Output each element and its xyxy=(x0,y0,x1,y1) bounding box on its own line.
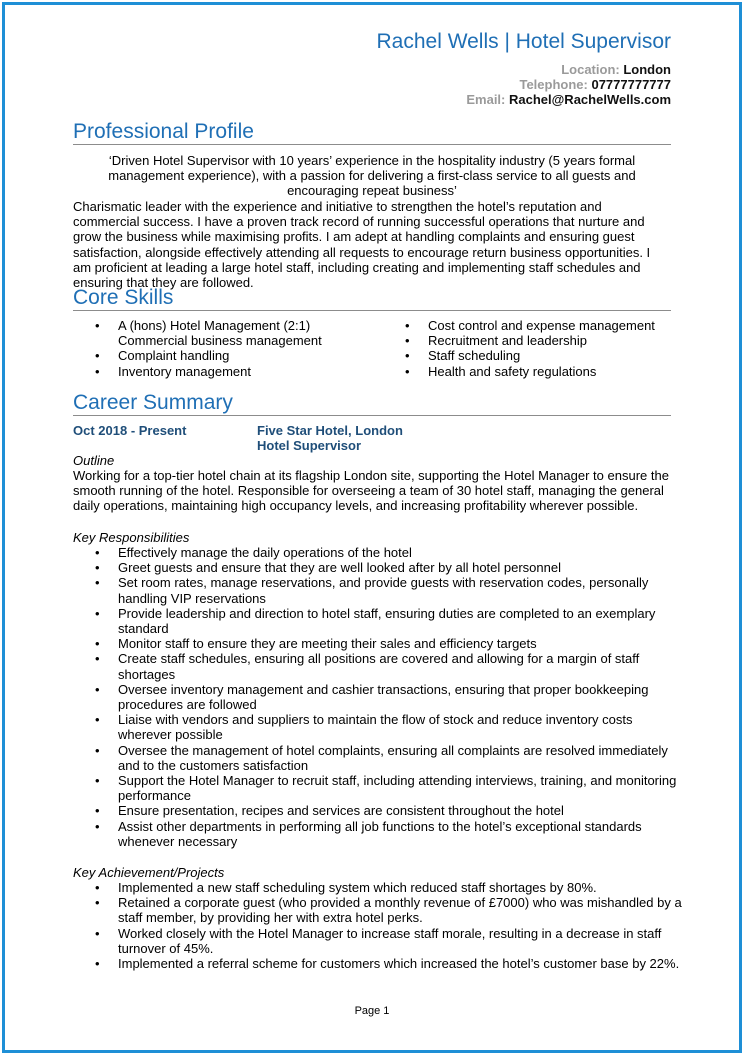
bullet-icon: • xyxy=(95,712,100,728)
list-item xyxy=(73,895,687,925)
bullet-icon: • xyxy=(95,545,100,560)
list-item-text: Assist other departments in performing all job functions to the hotel’s exceptional standards whenever necessary xyxy=(118,818,642,849)
bullet-icon: • xyxy=(95,925,100,941)
list-item xyxy=(73,348,383,363)
section-title-skills: Core Skills xyxy=(73,286,671,311)
list-item-text: Liaise with vendors and suppliers to maintain the flow of stock and reduce inventory costs wherever possible xyxy=(118,712,633,743)
bullet-icon: • xyxy=(95,651,100,667)
bullet-icon: • xyxy=(95,681,100,697)
list-item xyxy=(73,880,687,895)
list-item-text: Commercial business management xyxy=(118,333,322,349)
list-item xyxy=(73,773,687,803)
list-item xyxy=(383,364,687,379)
list-item xyxy=(73,636,687,651)
list-item xyxy=(383,333,687,348)
list-item-text: Oversee inventory management and cashier transactions, ensuring that proper bookkeeping procedures are followed xyxy=(118,681,649,713)
list-item xyxy=(73,819,687,849)
location-value: London xyxy=(623,62,671,77)
bullet-icon: • xyxy=(95,956,100,972)
list-item xyxy=(73,560,687,575)
contact-location xyxy=(466,62,671,77)
list-item-text: Cost control and expense management xyxy=(428,318,655,333)
list-item-text: Worked closely with the Hotel Manager to increase staff morale, resulting in a decrease in staff turnover of 45%. xyxy=(118,925,662,956)
contact-block xyxy=(466,62,671,107)
list-item xyxy=(73,575,687,605)
job-company-block xyxy=(257,423,403,453)
list-item-text: Complaint handling xyxy=(118,348,230,364)
list-item xyxy=(73,318,383,333)
list-item xyxy=(73,651,687,681)
list-item xyxy=(73,956,687,971)
list-item xyxy=(73,712,687,742)
contact-telephone xyxy=(466,77,671,92)
list-item-text: A (hons) Hotel Management (2:1) xyxy=(118,318,311,333)
section-title-profile: Professional Profile xyxy=(73,120,671,145)
achievements-label: Key Achievement/Projects xyxy=(73,865,225,880)
bullet-icon: • xyxy=(95,318,100,333)
list-item xyxy=(383,318,687,333)
location-label: Location: xyxy=(561,62,620,77)
skills-list-left xyxy=(73,318,383,379)
bullet-icon: • xyxy=(95,742,100,758)
telephone-label: Telephone: xyxy=(519,77,588,92)
bullet-icon: • xyxy=(95,348,100,364)
bullet-icon: • xyxy=(95,773,100,789)
list-item-text: Greet guests and ensure that they are well looked after by all hotel personnel xyxy=(118,560,561,576)
bullet-icon: • xyxy=(95,880,100,895)
list-item-text: Implemented a new staff scheduling system which reduced staff shortages by 80%. xyxy=(118,880,597,895)
list-item-text: Monitor staff to ensure they are meeting their sales and efficiency targets xyxy=(118,636,537,652)
list-item xyxy=(73,545,687,560)
list-item xyxy=(73,743,687,773)
section-title-career: Career Summary xyxy=(73,391,671,416)
list-item xyxy=(73,803,687,818)
profile-quote: ‘Driven Hotel Supervisor with 10 years’ experience in the hospitality industry (5 years formal management experience), with a passion for delivering a first-class service to all guests and encouraging repeat business’ xyxy=(108,153,636,199)
job-role: Hotel Supervisor xyxy=(257,438,362,453)
list-item-text: Recruitment and leadership xyxy=(428,333,587,349)
bullet-icon: • xyxy=(95,636,100,652)
list-item xyxy=(383,348,687,363)
list-item xyxy=(73,333,383,348)
bullet-icon: • xyxy=(95,818,100,834)
list-item-text: Implemented a referral scheme for customers which increased the hotel’s customer base by 22%. xyxy=(118,956,680,972)
list-item-text: Ensure presentation, recipes and services are consistent throughout the hotel xyxy=(118,803,564,819)
bullet-icon: • xyxy=(405,363,410,379)
email-value[interactable]: Rachel@RachelWells.com xyxy=(509,92,671,107)
list-item xyxy=(73,606,687,636)
list-item-text: Oversee the management of hotel complaints, ensuring all complaints are resolved immediately and to the customers satisfaction xyxy=(118,742,668,773)
responsibilities-list xyxy=(73,545,687,849)
list-item-text: Support the Hotel Manager to recruit staff, including attending interviews, training, and monitoring performance xyxy=(118,773,677,804)
candidate-name: Rachel Wells | Hotel Supervisor xyxy=(376,30,671,53)
list-item xyxy=(73,364,383,379)
bullet-icon: • xyxy=(95,575,100,591)
list-item-text: Create staff schedules, ensuring all positions are covered and allowing for a margin of staff shortages xyxy=(118,651,640,682)
skills-list-right xyxy=(383,318,687,379)
job-date: Oct 2018 - Present xyxy=(73,423,187,438)
bullet-icon: • xyxy=(95,605,100,621)
list-item xyxy=(73,682,687,712)
list-item xyxy=(73,926,687,956)
bullet-icon: • xyxy=(95,803,100,819)
profile-body: Charismatic leader with the experience and initiative to strengthen the hotel’s reputation and commercial success. I have a proven track record of running successful operations that nurture and grow the business while maximising profits. I am adept at handling complaints and ensuring guest satisfaction, alongside effectively attending all requests to encourage return business opportunities. I am proficient at leading a large hotel staff, including creating and implementing staff schedules and ensuring that they are followed. xyxy=(73,199,651,291)
bullet-icon: • xyxy=(95,363,100,379)
bullet-icon: • xyxy=(95,560,100,576)
cv-page xyxy=(2,2,742,1053)
bullet-icon: • xyxy=(405,348,410,364)
email-label: Email: xyxy=(466,92,506,107)
list-item-text: Retained a corporate guest (who provided a monthly revenue of £7000) who was mishandled by a staff member, by providing her with extra hotel perks. xyxy=(118,895,682,926)
list-item-text: Health and safety regulations xyxy=(428,363,597,379)
telephone-value: 07777777777 xyxy=(591,77,671,92)
bullet-icon: • xyxy=(405,333,410,349)
page-number: Page 1 xyxy=(354,1005,390,1017)
achievements-list xyxy=(73,880,687,971)
list-item-text: Inventory management xyxy=(118,363,251,379)
list-item-text: Provide leadership and direction to hotel staff, ensuring duties are completed to an exemplary standard xyxy=(118,605,656,637)
list-item-text: Staff scheduling xyxy=(428,348,521,364)
list-item-text: Effectively manage the daily operations of the hotel xyxy=(118,545,412,560)
outline-label: Outline xyxy=(73,453,115,468)
contact-email xyxy=(466,92,671,107)
list-item-text: Set room rates, manage reservations, and provide guests with reservation codes, personally handling VIP reservations xyxy=(118,575,649,606)
job-company: Five Star Hotel, London xyxy=(257,423,403,438)
responsibilities-label: Key Responsibilities xyxy=(73,530,190,545)
outline-text: Working for a top-tier hotel chain at its flagship London site, supporting the Hotel Manager to ensure the smooth running of the hotel. Responsible for overseeing a team of 30 hotel staff, managing the general daily operations, maintaining high occupancy levels, and increasing profitability wherever possible. xyxy=(73,468,669,514)
bullet-icon: • xyxy=(95,895,100,911)
bullet-icon: • xyxy=(405,318,410,333)
